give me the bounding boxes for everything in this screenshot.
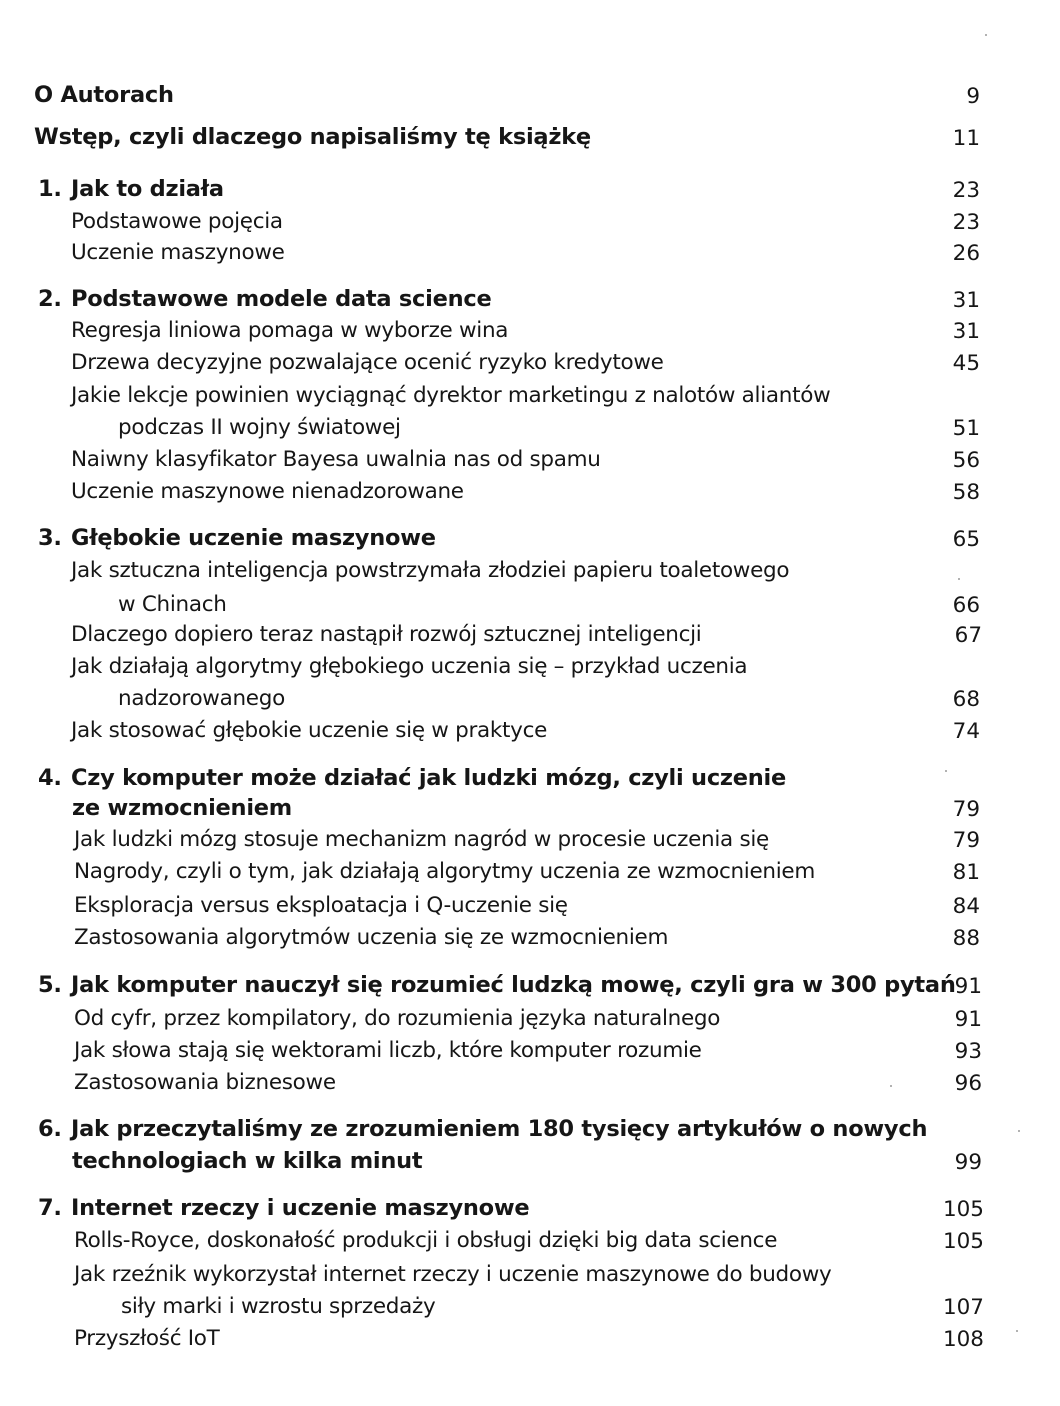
- section-title: Jak ludzki mózg stosuje mechanizm nagród w procesie uczenia się: [74, 827, 769, 852]
- page-number: 67: [954, 623, 982, 648]
- section-title-continued: siły marki i wzrostu sprzedaży: [121, 1294, 436, 1319]
- page-number: 74: [952, 719, 980, 744]
- front-matter-title: Wstęp, czyli dlaczego napisaliśmy tę książkę: [34, 124, 591, 150]
- chapter-title: Podstawowe modele data science: [71, 286, 492, 312]
- page-number: 84: [952, 894, 980, 919]
- page-number: 91: [954, 974, 982, 999]
- chapter-heading: [38, 527, 436, 550]
- section-title: Rolls-Royce, doskonałość produkcji i obsługi dzięki big data science: [74, 1228, 778, 1253]
- section-title: Naiwny klasyfikator Bayesa uwalnia nas od spamu: [71, 447, 601, 472]
- scan-speck: [1016, 1330, 1018, 1332]
- chapter-heading: [38, 288, 491, 311]
- page-number: 68: [952, 687, 980, 712]
- chapter-heading: [38, 767, 786, 790]
- page-number: 56: [952, 448, 980, 473]
- chapter-number: 2.: [38, 286, 62, 312]
- page-number: 23: [952, 210, 980, 235]
- chapter-heading: [38, 974, 956, 997]
- page-number: 45: [952, 351, 980, 376]
- section-title-continued: nadzorowanego: [118, 686, 285, 711]
- section-title: Jak działają algorytmy głębokiego uczenia się – przykład uczenia: [71, 654, 748, 679]
- scan-speck: [945, 770, 947, 772]
- section-title: Jak rzeźnik wykorzystał internet rzeczy i uczenie maszynowe do budowy: [74, 1262, 832, 1287]
- page-number: 79: [952, 797, 980, 822]
- chapter-title: Jak przeczytaliśmy ze zrozumieniem 180 tysięcy artykułów o nowych: [71, 1116, 928, 1142]
- section-title: Uczenie maszynowe nienadzorowane: [71, 479, 464, 504]
- chapter-number: 1.: [38, 176, 62, 202]
- chapter-number: 5.: [38, 972, 62, 998]
- scan-speck: [890, 1085, 892, 1087]
- section-title: Od cyfr, przez kompilatory, do rozumienia języka naturalnego: [74, 1006, 721, 1031]
- chapter-heading: [38, 178, 224, 201]
- chapter-title-continued: ze wzmocnieniem: [72, 795, 292, 821]
- chapter-number: 6.: [38, 1116, 62, 1142]
- page-number: 31: [952, 288, 980, 313]
- chapter-title: Głębokie uczenie maszynowe: [71, 525, 436, 551]
- page-number: 65: [952, 527, 980, 552]
- page-number: 96: [954, 1071, 982, 1096]
- chapter-number: 7.: [38, 1195, 62, 1221]
- page-number: 23: [952, 178, 980, 203]
- page-number: 58: [952, 480, 980, 505]
- section-title: Przyszłość IoT: [74, 1326, 220, 1351]
- scan-speck: [985, 34, 987, 36]
- chapter-title: Jak to działa: [71, 176, 224, 202]
- chapter-title: Czy komputer może działać jak ludzki mózg, czyli uczenie: [71, 765, 787, 791]
- chapter-title-continued: technologiach w kilka minut: [72, 1148, 423, 1174]
- chapter-number: 4.: [38, 765, 62, 791]
- section-title: Eksploracja versus eksploatacja i Q-uczenie się: [74, 893, 568, 918]
- chapter-heading: [38, 1197, 529, 1220]
- chapter-heading: [38, 1118, 927, 1141]
- page-number: 88: [952, 926, 980, 951]
- scan-speck: [1018, 1130, 1020, 1132]
- scan-speck: [958, 578, 960, 580]
- section-title: Regresja liniowa pomaga w wyborze wina: [71, 318, 509, 343]
- page-number: 9: [966, 84, 980, 109]
- page-number: 108: [942, 1327, 984, 1352]
- page-number: 66: [952, 593, 980, 618]
- page-number: 105: [942, 1197, 984, 1222]
- front-matter-title: O Autorach: [34, 82, 174, 108]
- section-title: Uczenie maszynowe: [71, 240, 285, 265]
- page-number: 81: [952, 860, 980, 885]
- page-number: 79: [952, 828, 980, 853]
- page-number: 31: [952, 319, 980, 344]
- section-title: Nagrody, czyli o tym, jak działają algorytmy uczenia ze wzmocnieniem: [74, 859, 815, 884]
- section-title-continued: podczas II wojny światowej: [118, 415, 401, 440]
- section-title: Podstawowe pojęcia: [71, 209, 283, 234]
- section-title: Dlaczego dopiero teraz nastąpił rozwój sztucznej inteligencji: [71, 622, 702, 647]
- page-number: 11: [952, 126, 980, 151]
- page-number: 91: [954, 1007, 982, 1032]
- chapter-title: Jak komputer nauczył się rozumieć ludzką mowę, czyli gra w 300 pytań: [71, 972, 956, 998]
- page-number: 99: [954, 1150, 982, 1175]
- section-title-continued: w Chinach: [118, 592, 227, 617]
- section-title: Jak sztuczna inteligencja powstrzymała złodziei papieru toaletowego: [71, 558, 790, 583]
- page-number: 107: [942, 1295, 984, 1320]
- page-number: 93: [954, 1039, 982, 1064]
- section-title: Jakie lekcje powinien wyciągnąć dyrektor marketingu z nalotów aliantów: [71, 383, 831, 408]
- section-title: Zastosowania algorytmów uczenia się ze wzmocnieniem: [74, 925, 669, 950]
- page-number: 26: [952, 241, 980, 266]
- chapter-title: Internet rzeczy i uczenie maszynowe: [71, 1195, 530, 1221]
- page-number: 105: [942, 1229, 984, 1254]
- section-title: Jak stosować głębokie uczenie się w praktyce: [71, 718, 548, 743]
- section-title: Jak słowa stają się wektorami liczb, które komputer rozumie: [74, 1038, 702, 1063]
- page-number: 51: [952, 416, 980, 441]
- chapter-number: 3.: [38, 525, 62, 551]
- section-title: Zastosowania biznesowe: [74, 1070, 336, 1095]
- section-title: Drzewa decyzyjne pozwalające ocenić ryzyko kredytowe: [71, 350, 664, 375]
